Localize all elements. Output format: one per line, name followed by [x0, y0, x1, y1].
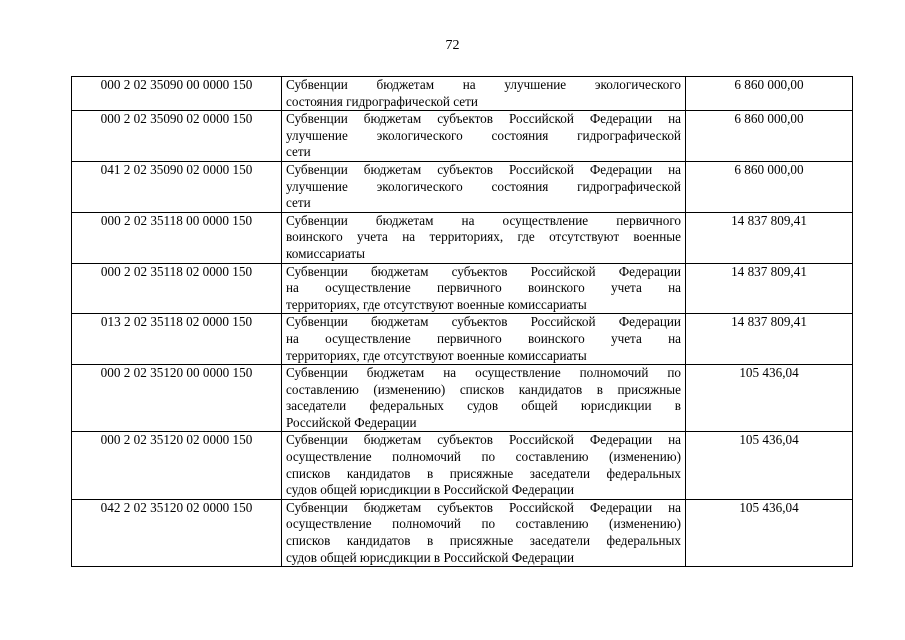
amount-cell: 6 860 000,00	[686, 77, 853, 111]
table-row	[72, 432, 853, 499]
description-last-line: территориях, где отсутствуют военные комиссариаты	[286, 296, 587, 312]
amount-cell: 14 837 809,41	[686, 263, 853, 314]
description-line: Субвенции бюджетам на осуществление первичного	[286, 212, 681, 228]
description-line: Субвенции бюджетам субъектов Российской Федерации на	[286, 499, 681, 515]
description-line: Субвенции бюджетам субъектов Российской Федерации	[286, 263, 681, 279]
amount-cell: 6 860 000,00	[686, 161, 853, 212]
page-number: 72	[445, 38, 460, 53]
budget-code-cell: 041 2 02 35090 02 0000 150	[72, 161, 282, 212]
table-row	[72, 77, 853, 111]
description-line: составлению (изменению) списков кандидатов в присяжные	[286, 381, 681, 397]
table-row	[72, 111, 853, 162]
description-cell	[282, 314, 686, 365]
description-line: на осуществление первичного воинского учета на	[286, 280, 681, 296]
table-body	[72, 77, 853, 567]
description-cell	[282, 111, 686, 162]
description-line: Субвенции бюджетам субъектов Российской Федерации на	[286, 111, 681, 127]
table-row	[72, 161, 853, 212]
description-line: заседатели федеральных судов общей юрисдикции в	[286, 398, 681, 414]
description-cell	[282, 161, 686, 212]
budget-code-cell: 042 2 02 35120 02 0000 150	[72, 499, 282, 566]
table-row	[72, 365, 853, 432]
description-last-line: сети	[286, 195, 311, 211]
budget-code-cell: 000 2 02 35120 00 0000 150	[72, 365, 282, 432]
amount-cell: 105 436,04	[686, 432, 853, 499]
description-cell	[282, 499, 686, 566]
description-line: Субвенции бюджетам субъектов Российской Федерации	[286, 314, 681, 330]
description-last-line: состояния гидрографической сети	[286, 93, 478, 109]
description-line: осуществление полномочий по составлению (изменению)	[286, 516, 681, 532]
description-cell	[282, 212, 686, 263]
table-row	[72, 499, 853, 566]
description-line: улучшение экологического состояния гидрографической	[286, 127, 681, 143]
table-row	[72, 314, 853, 365]
description-cell	[282, 432, 686, 499]
description-last-line: Российской Федерации	[286, 414, 417, 430]
budget-code-cell: 013 2 02 35118 02 0000 150	[72, 314, 282, 365]
description-line: воинского учета на территориях, где отсутствуют военные	[286, 229, 681, 245]
description-line: Субвенции бюджетам субъектов Российской Федерации на	[286, 161, 681, 177]
description-line: списков кандидатов в присяжные заседатели федеральных	[286, 465, 681, 481]
description-cell	[282, 263, 686, 314]
amount-cell: 6 860 000,00	[686, 111, 853, 162]
description-line: на осуществление первичного воинского учета на	[286, 330, 681, 346]
budget-code-cell: 000 2 02 35118 02 0000 150	[72, 263, 282, 314]
description-line: улучшение экологического состояния гидрографической	[286, 178, 681, 194]
description-last-line: территориях, где отсутствуют военные комиссариаты	[286, 347, 587, 363]
description-line: Субвенции бюджетам на осуществление полномочий по	[286, 365, 681, 381]
description-cell	[282, 365, 686, 432]
description-line: списков кандидатов в присяжные заседатели федеральных	[286, 533, 681, 549]
budget-code-cell: 000 2 02 35118 00 0000 150	[72, 212, 282, 263]
description-last-line: комиссариаты	[286, 245, 365, 261]
budget-code-cell: 000 2 02 35090 02 0000 150	[72, 111, 282, 162]
table-row	[72, 212, 853, 263]
description-line: Субвенции бюджетам на улучшение экологического	[286, 77, 681, 92]
description-last-line: сети	[286, 144, 311, 160]
description-last-line: судов общей юрисдикции в Российской Федерации	[286, 549, 575, 565]
table-row	[72, 263, 853, 314]
description-line: осуществление полномочий по составлению (изменению)	[286, 449, 681, 465]
budget-table	[71, 76, 853, 567]
amount-cell: 105 436,04	[686, 499, 853, 566]
budget-code-cell: 000 2 02 35090 00 0000 150	[72, 77, 282, 111]
description-last-line: судов общей юрисдикции в Российской Федерации	[286, 482, 575, 498]
description-line: Субвенции бюджетам субъектов Российской Федерации на	[286, 432, 681, 448]
amount-cell: 105 436,04	[686, 365, 853, 432]
description-cell	[282, 77, 686, 111]
amount-cell: 14 837 809,41	[686, 314, 853, 365]
amount-cell: 14 837 809,41	[686, 212, 853, 263]
budget-code-cell: 000 2 02 35120 02 0000 150	[72, 432, 282, 499]
